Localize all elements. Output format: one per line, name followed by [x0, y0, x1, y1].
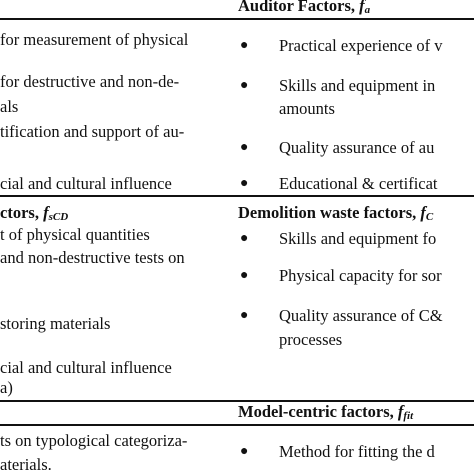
bullet-icon: ● — [240, 78, 249, 93]
left-line: aterials. — [0, 455, 52, 474]
auditor-factors-heading — [238, 0, 370, 20]
heading-text: Auditor Factors, — [238, 0, 360, 15]
heading-symbol: f — [397, 402, 404, 421]
bullet-icon: ● — [240, 140, 249, 155]
left-line: for measurement of physical — [0, 30, 189, 49]
right-item: Physical capacity for sor — [279, 266, 442, 285]
right-item: amounts — [279, 99, 335, 118]
bullet-icon: ● — [240, 176, 249, 191]
heading-subscript: sCD — [48, 211, 69, 223]
left-line: tification and support of au- — [0, 122, 185, 141]
table-rule — [0, 195, 474, 197]
heading-subscript: C — [425, 211, 434, 223]
left-line: cial and cultural influence — [0, 358, 172, 377]
demolition-waste-factors-heading — [238, 203, 433, 227]
left-line: for destructive and non-de- — [0, 72, 180, 91]
right-item: Method for fitting the d — [279, 442, 435, 461]
left-line: ts on typological categoriza- — [0, 431, 188, 450]
right-item: Quality assurance of C& — [279, 306, 443, 325]
table-rule — [0, 424, 474, 426]
bullet-icon: ● — [240, 308, 249, 323]
heading-subscript: fit — [403, 410, 414, 422]
left-line: als — [0, 97, 19, 116]
bullet-icon: ● — [240, 268, 249, 283]
heading-text: ctors, — [0, 203, 44, 222]
bullet-icon: ● — [240, 38, 249, 53]
table-rule — [0, 18, 474, 20]
heading-text: Model-centric factors, — [238, 402, 398, 421]
heading-text: Demolition waste factors, — [238, 203, 421, 222]
right-item: processes — [279, 330, 343, 349]
right-item: Skills and equipment fo — [279, 229, 437, 248]
heading-symbol: f — [43, 203, 49, 222]
right-item: Quality assurance of au — [279, 138, 435, 157]
bullet-icon: ● — [240, 231, 249, 246]
left-line: a) — [0, 378, 13, 397]
heading-symbol: f — [359, 0, 365, 15]
right-item: Practical experience of v — [279, 36, 443, 55]
model-centric-factors-heading — [238, 402, 413, 426]
bullet-icon: ● — [240, 444, 249, 459]
heading-subscript: a — [364, 4, 371, 16]
left-line: storing materials — [0, 314, 111, 333]
right-item: Educational & certificat — [279, 174, 438, 193]
left-line: cial and cultural influence — [0, 174, 172, 193]
right-item: Skills and equipment in — [279, 76, 436, 95]
left-line: t of physical quantities — [0, 225, 150, 244]
sCD-factors-heading — [0, 203, 68, 227]
left-line: and non-destructive tests on — [0, 248, 185, 267]
heading-symbol: f — [420, 203, 426, 222]
